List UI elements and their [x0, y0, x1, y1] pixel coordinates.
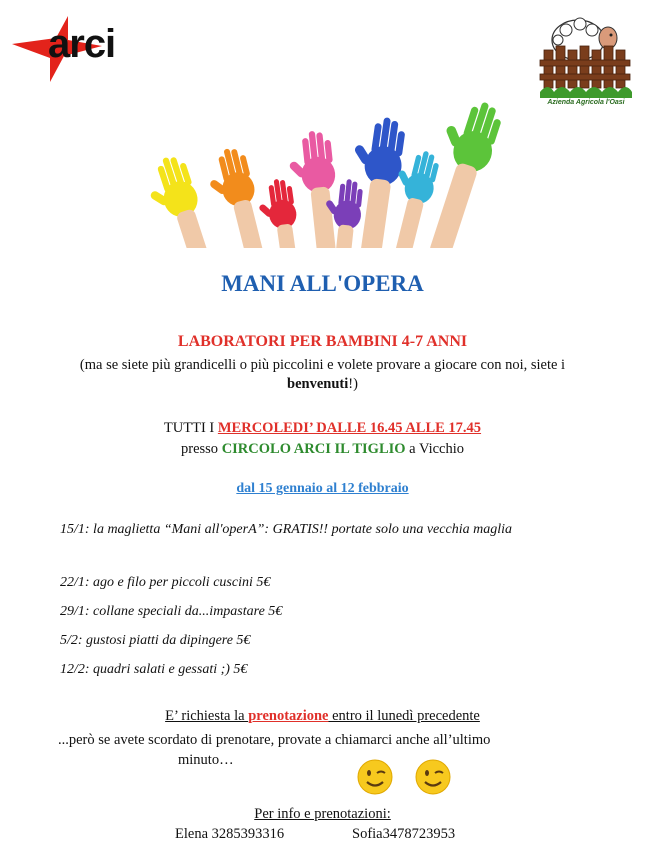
farm-logo: [538, 10, 634, 110]
booking-highlight: prenotazione: [248, 708, 329, 724]
list-item: 15/1: la maglietta “Mani all'operA”: GRATIS!! portate solo una vecchia maglia: [60, 522, 512, 537]
last-minute-line1: ...però se avete scordato di prenotare, provate a chiamarci anche all’ultimo: [58, 732, 491, 748]
info-heading: Per info e prenotazioni:: [254, 806, 391, 822]
when-highlight: MERCOLEDI’ DALLE 16.45 ALLE 17.45: [217, 420, 482, 436]
list-item: 12/2: quadri salati e gessati ;) 5€: [60, 662, 248, 677]
farm-name: Azienda Agricola l'Oasi: [547, 99, 625, 106]
last-minute-note: [58, 730, 598, 770]
last-minute-line2: minuto…: [178, 752, 234, 768]
booking-after: entro il lunedì precedente: [328, 708, 480, 724]
booking-notice: [0, 708, 645, 725]
sheep-fence-icon: [538, 10, 634, 98]
schedule-list: [60, 515, 580, 689]
date-range: dal 15 gennaio al 12 febbraio: [236, 481, 409, 496]
painted-hands-icon: [135, 78, 535, 248]
painted-hands-image: [135, 78, 535, 248]
note-text: (ma se siete più grandicelli o più piccolini e volete provare a giocare con noi, siete i: [79, 357, 566, 373]
arci-logo: [10, 14, 160, 84]
venue-town: a Vicchio: [405, 441, 464, 457]
note-bold: benvenuti: [287, 376, 349, 392]
presso-label: presso: [181, 441, 222, 457]
list-item: 22/1: ago e filo per piccoli cuscini 5€: [60, 575, 271, 590]
list-item: 5/2: gustosi piatti da dipingere 5€: [60, 633, 251, 648]
page-title: MANI ALL'OPERA: [221, 271, 424, 296]
schedule-time: [0, 418, 645, 460]
note-end: !): [348, 376, 358, 392]
booking-before: E’ richiesta la: [165, 708, 249, 724]
contact-sofia: Sofia3478723953: [352, 826, 456, 842]
list-item: 29/1: collane speciali da...impastare 5€: [60, 604, 283, 619]
arci-wordmark: arci: [48, 22, 116, 66]
subtitle: LABORATORI PER BAMBINI 4-7 ANNI: [177, 333, 468, 350]
contact-elena: Elena 3285393316: [175, 826, 285, 842]
venue-name: CIRCOLO ARCI IL TIGLIO: [221, 441, 406, 457]
wink-smileys: [355, 757, 455, 797]
wink-emoji-icon: [355, 757, 455, 797]
when-prefix: TUTTI I: [163, 420, 218, 436]
welcome-note: [60, 356, 585, 394]
